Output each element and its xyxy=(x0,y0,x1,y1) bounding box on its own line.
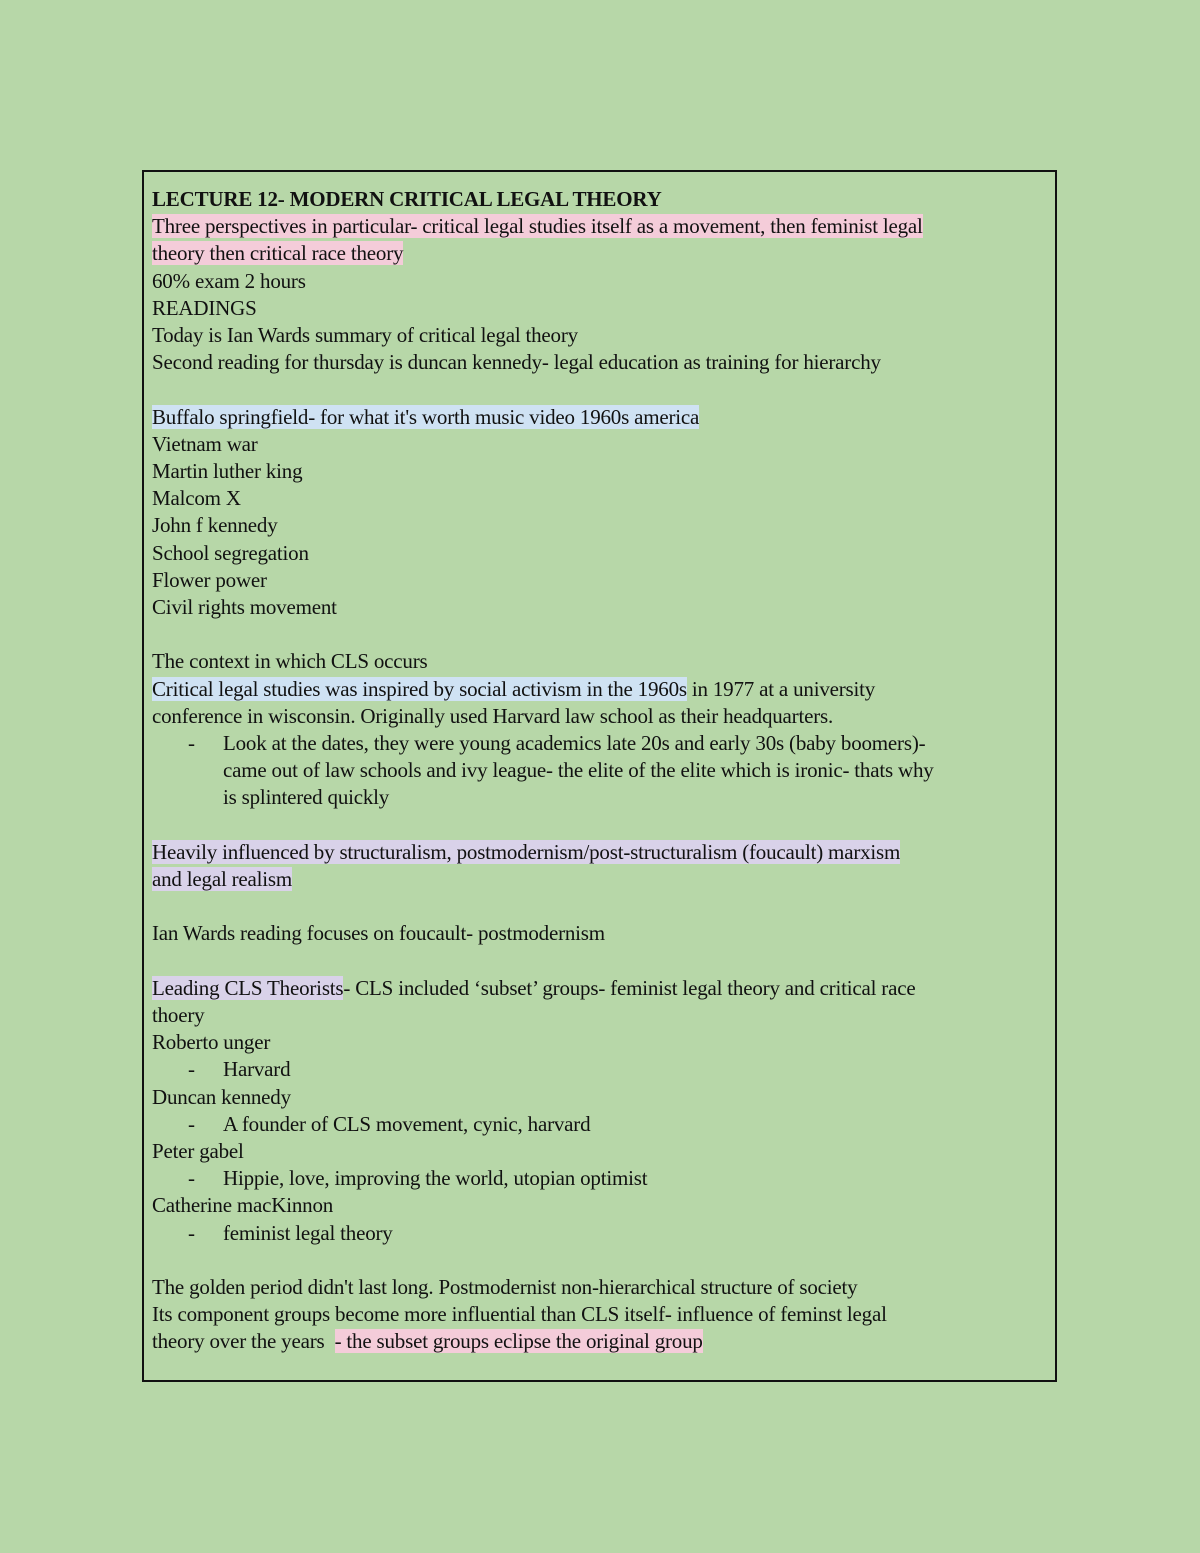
theorist-name: Duncan kennedy xyxy=(152,1084,291,1109)
spacer xyxy=(152,812,1047,839)
context-item: Flower power xyxy=(152,567,267,592)
dates-continuation xyxy=(152,757,1047,784)
cls-line-2: conference in wisconsin. Originally used Harvard law school as their headquarters. xyxy=(152,703,834,728)
cls-line-1 xyxy=(152,676,1047,703)
spacer xyxy=(152,376,1047,403)
spacer xyxy=(152,621,1047,648)
lecture-title: LECTURE 12- MODERN CRITICAL LEGAL THEORY xyxy=(152,187,662,211)
intro-line-2 xyxy=(152,240,1047,267)
theorist-note-text: Harvard xyxy=(223,1057,291,1082)
spacer xyxy=(152,893,1047,920)
readings-heading: READINGS xyxy=(152,295,257,320)
context-item: Malcom X xyxy=(152,486,241,511)
ian-wards-line: Ian Wards reading focuses on foucault- postmodernism xyxy=(152,921,605,946)
golden-plain: theory over the years xyxy=(152,1329,335,1354)
golden-line-2: Its component groups become more influential than CLS itself- influence of feminst legal xyxy=(152,1302,887,1327)
golden-line-3 xyxy=(152,1328,1047,1355)
context-heading: The context in which CLS occurs xyxy=(152,649,428,674)
intro-line-1 xyxy=(152,213,1047,240)
theorist-note-text: A founder of CLS movement, cynic, harvard xyxy=(223,1111,591,1136)
golden-highlight: - the subset groups eclipse the original group xyxy=(334,1329,703,1354)
influence-highlight-2: and legal realism xyxy=(152,867,293,892)
dates-bullet xyxy=(152,730,1047,757)
theorists-line-1 xyxy=(152,975,1047,1002)
theorists-line-2: thoery xyxy=(152,1003,205,1028)
theorist-name: Catherine macKinnon xyxy=(152,1193,334,1218)
video-highlight: Buffalo springfield- for what it's worth music video 1960s america xyxy=(152,404,700,429)
bullet-dash: - xyxy=(188,1166,195,1191)
context-item: Vietnam war xyxy=(152,431,258,456)
document-content xyxy=(152,186,1047,1356)
bullet-dash: - xyxy=(188,1111,195,1136)
theorist-note xyxy=(152,1111,1047,1138)
dates-line-3: is splintered quickly xyxy=(223,785,390,810)
theorist-name: Peter gabel xyxy=(152,1139,244,1164)
cls-rest: in 1977 at a university xyxy=(686,676,876,701)
theorists-rest: - CLS included ‘subset’ groups- feminist legal theory and critical race xyxy=(343,975,916,1000)
bullet-dash: - xyxy=(188,1057,195,1082)
theorist-note-text: Hippie, love, improving the world, utopian optimist xyxy=(223,1166,648,1191)
bullet-dash: - xyxy=(188,1220,195,1245)
dates-line-2: came out of law schools and ivy league- the elite of the elite which is ironic- thats why xyxy=(223,758,934,783)
reading-2: Second reading for thursday is duncan kennedy- legal education as training for hierarchy xyxy=(152,350,881,375)
theorists-highlight: Leading CLS Theorists xyxy=(152,975,344,1000)
spacer xyxy=(152,948,1047,975)
video-line xyxy=(152,404,1047,431)
dates-line-1: Look at the dates, they were young academics late 20s and early 30s (baby boomers)- xyxy=(223,731,926,756)
bullet-dash: - xyxy=(188,731,195,756)
exam-info: 60% exam 2 hours xyxy=(152,268,306,293)
influence-highlight-1: Heavily influenced by structuralism, postmodernism/post-structuralism (foucault) marxism xyxy=(152,839,901,864)
influence-line-2 xyxy=(152,866,1047,893)
theorist-note xyxy=(152,1056,1047,1083)
spacer xyxy=(152,1247,1047,1274)
intro-highlight-1: Three perspectives in particular- critical legal studies itself as a movement, then feminist legal xyxy=(152,214,923,239)
cls-highlight: Critical legal studies was inspired by social activism in the 1960s xyxy=(152,676,687,701)
context-item: John f kennedy xyxy=(152,513,278,538)
theorist-note xyxy=(152,1165,1047,1192)
document-page xyxy=(142,170,1057,1382)
context-item: School segregation xyxy=(152,540,309,565)
golden-line-1: The golden period didn't last long. Postmodernist non-hierarchical structure of society xyxy=(152,1275,858,1300)
context-item: Martin luther king xyxy=(152,459,303,484)
reading-1: Today is Ian Wards summary of critical legal theory xyxy=(152,323,578,348)
influence-line-1 xyxy=(152,839,1047,866)
context-item: Civil rights movement xyxy=(152,595,337,620)
theorist-note xyxy=(152,1220,1047,1247)
theorist-name: Roberto unger xyxy=(152,1030,271,1055)
theorist-note-text: feminist legal theory xyxy=(223,1220,393,1245)
intro-highlight-2: theory then critical race theory xyxy=(152,241,404,266)
dates-continuation xyxy=(152,784,1047,811)
